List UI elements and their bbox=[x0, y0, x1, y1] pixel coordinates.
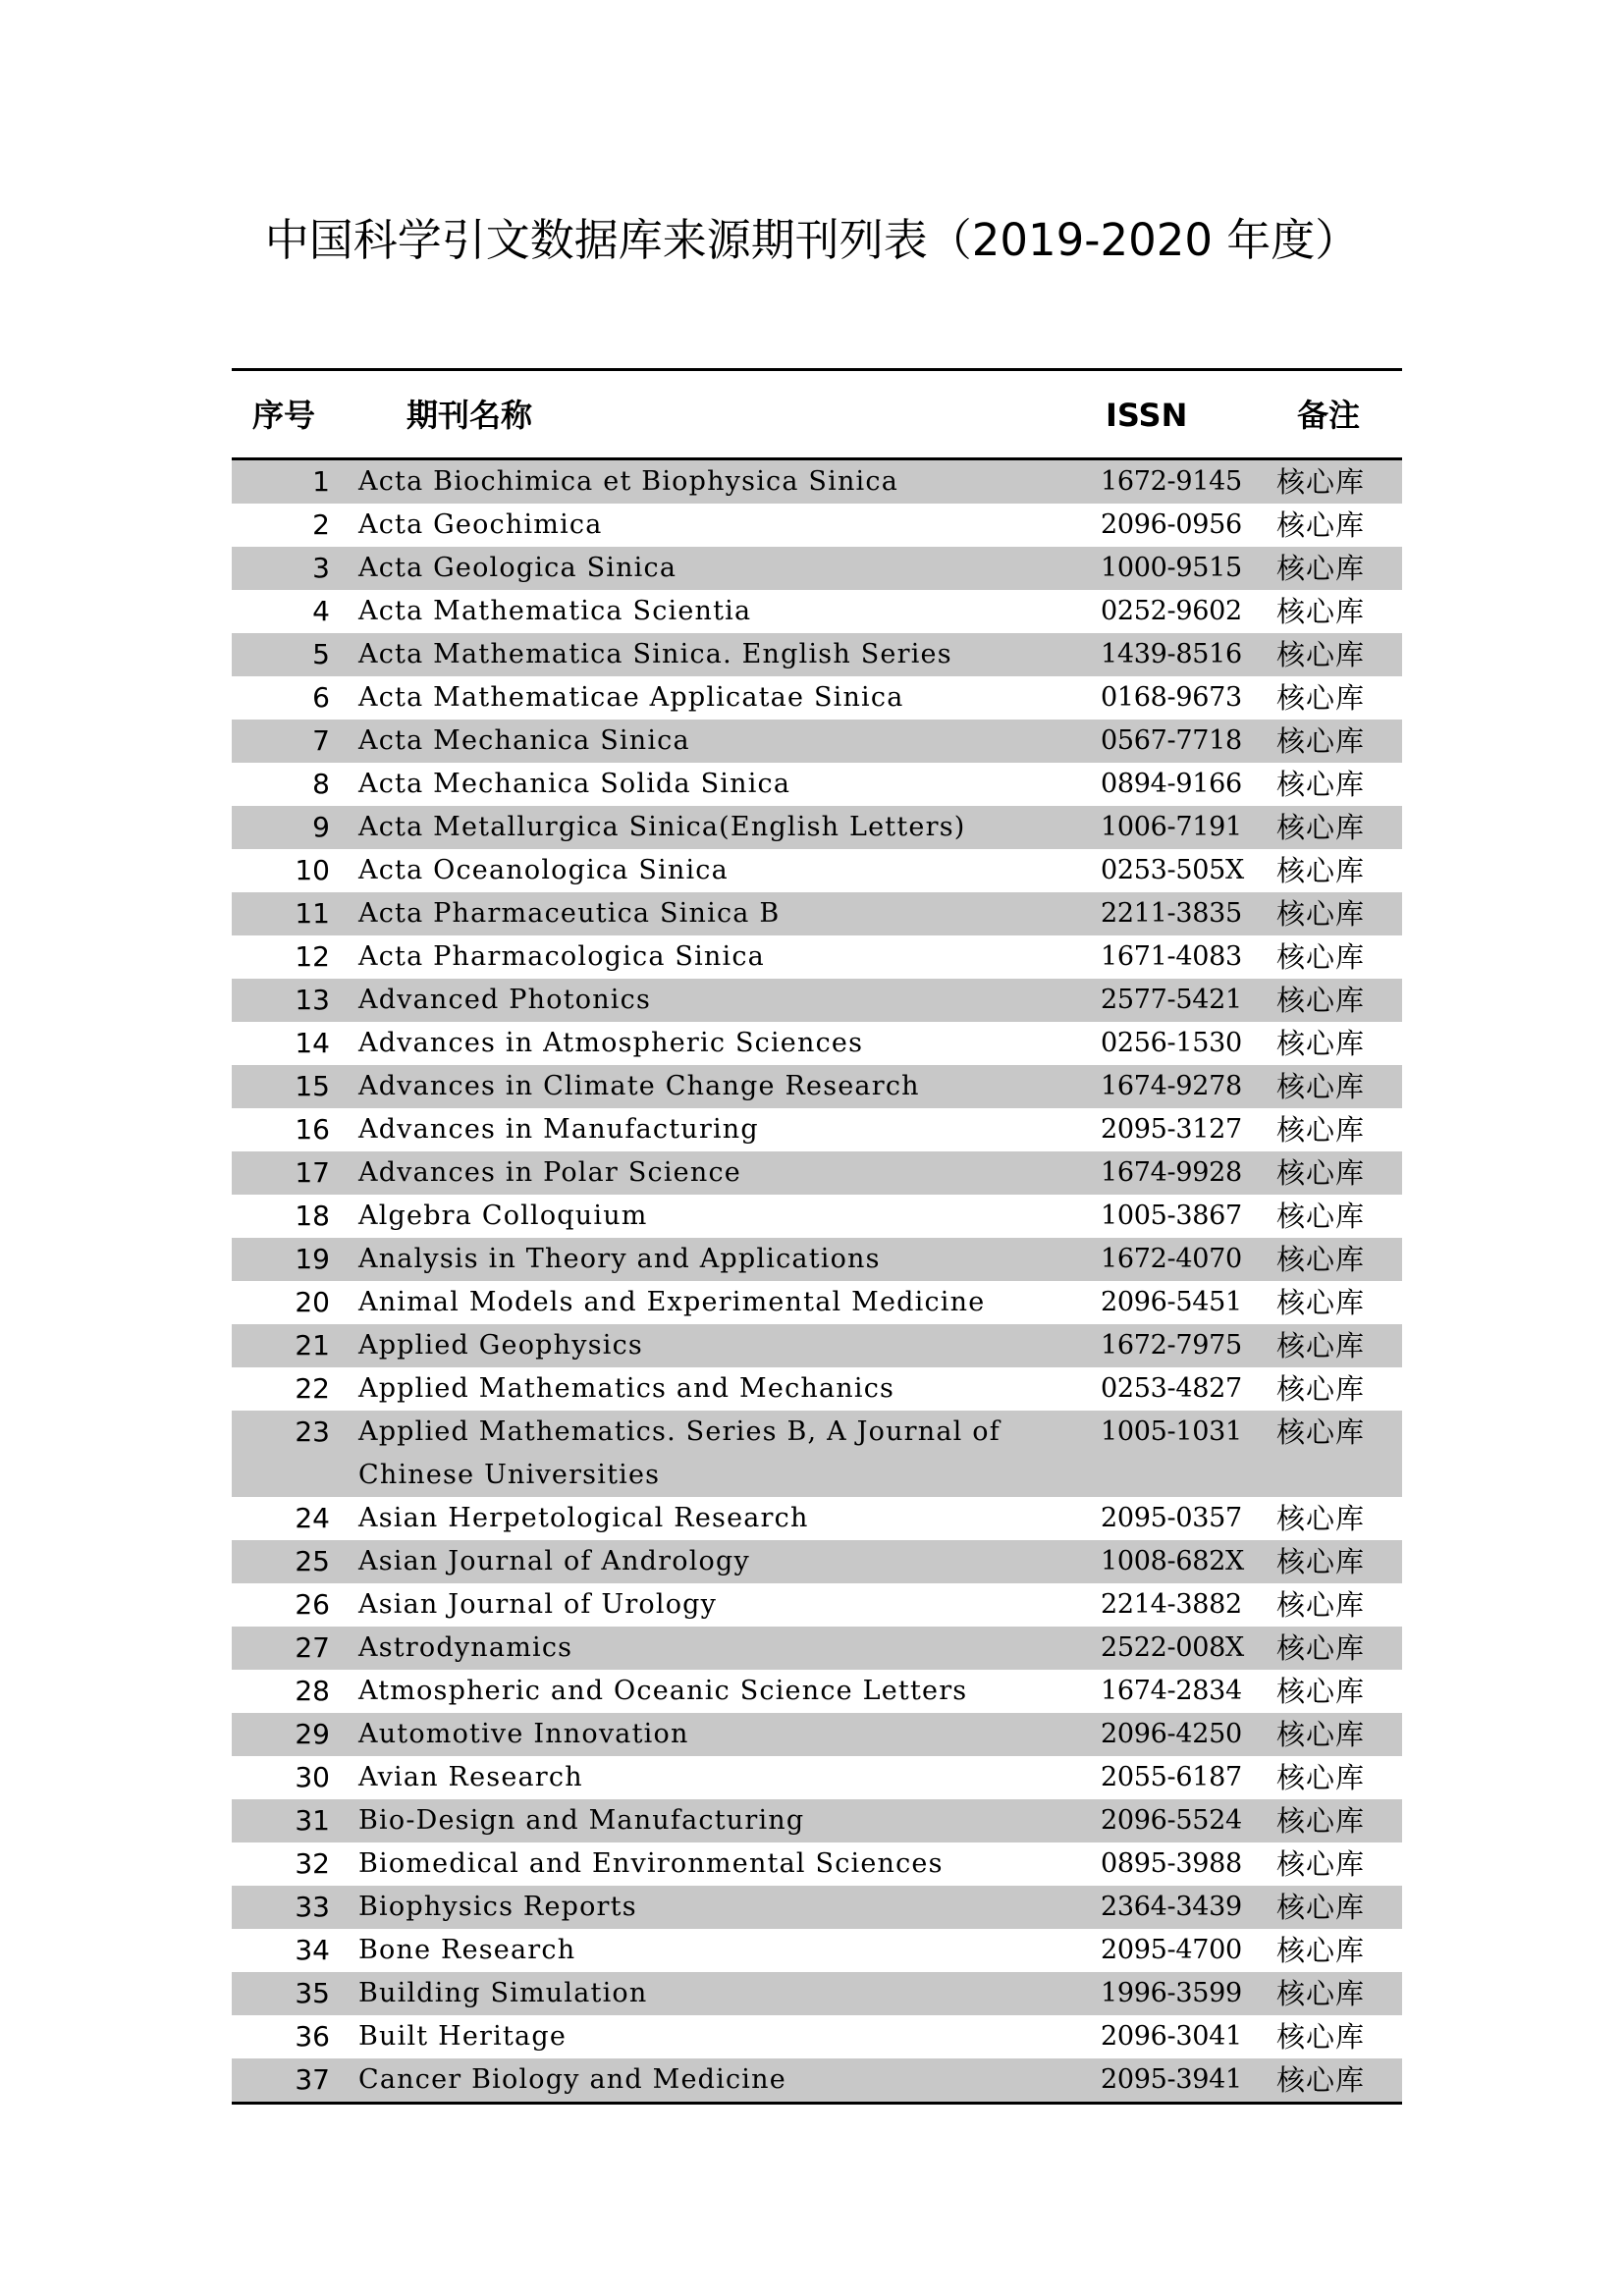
table-row bbox=[232, 1929, 1402, 1972]
table-row bbox=[232, 1756, 1402, 1799]
header-issn: ISSN bbox=[1106, 397, 1188, 434]
issn-cell: 2096-5524 bbox=[1101, 1805, 1242, 1836]
note-cell: 核心库 bbox=[1276, 1675, 1366, 1708]
journal-name: Automotive Innovation bbox=[358, 1719, 689, 1749]
table-row bbox=[232, 1238, 1402, 1281]
issn-cell: 1000-9515 bbox=[1101, 553, 1242, 583]
journal-name: Applied Mathematics and Mechanics bbox=[358, 1373, 895, 1404]
table-row bbox=[232, 504, 1402, 547]
row-number: 33 bbox=[295, 1891, 330, 1923]
note-cell: 核心库 bbox=[1276, 1113, 1366, 1147]
journal-name: Acta Mathematica Scientia bbox=[358, 596, 752, 626]
table-row bbox=[232, 1540, 1402, 1583]
row-number: 36 bbox=[295, 2020, 330, 2053]
journal-name: Acta Pharmaceutica Sinica B bbox=[358, 898, 781, 929]
note-cell: 核心库 bbox=[1276, 768, 1366, 801]
note-cell: 核心库 bbox=[1276, 1027, 1366, 1060]
table-row bbox=[232, 1583, 1402, 1627]
issn-cell: 1674-9278 bbox=[1101, 1071, 1242, 1101]
table-row bbox=[232, 2058, 1402, 2102]
issn-cell: 0567-7718 bbox=[1101, 725, 1242, 756]
row-number: 25 bbox=[295, 1545, 330, 1577]
table-row bbox=[232, 720, 1402, 763]
issn-cell: 1674-2834 bbox=[1101, 1676, 1242, 1706]
journal-name: Algebra Colloquium bbox=[358, 1201, 648, 1231]
issn-cell: 0253-505X bbox=[1101, 855, 1244, 885]
row-number: 23 bbox=[295, 1415, 330, 1448]
table-row bbox=[232, 1022, 1402, 1065]
journal-name: Acta Biochimica et Biophysica Sinica bbox=[358, 466, 899, 497]
issn-cell: 1439-8516 bbox=[1101, 639, 1242, 669]
note-cell: 核心库 bbox=[1276, 1718, 1366, 1751]
journal-name: Bone Research bbox=[358, 1935, 576, 1965]
header-note: 备注 bbox=[1297, 397, 1361, 434]
row-number: 26 bbox=[295, 1588, 330, 1621]
journal-name: Advances in Manufacturing bbox=[358, 1114, 759, 1145]
row-number: 1 bbox=[312, 465, 330, 498]
row-number: 22 bbox=[295, 1372, 330, 1405]
table-row bbox=[232, 1799, 1402, 1842]
row-number: 6 bbox=[312, 681, 330, 714]
journal-name: Asian Journal of Andrology bbox=[358, 1546, 750, 1576]
issn-cell: 1005-1031 bbox=[1101, 1416, 1242, 1447]
note-cell: 核心库 bbox=[1276, 1329, 1366, 1362]
journal-name: Built Heritage bbox=[358, 2021, 568, 2052]
journal-name: Asian Journal of Urology bbox=[358, 1589, 718, 1620]
issn-cell: 0168-9673 bbox=[1101, 682, 1242, 713]
journal-name: Acta Mathematica Sinica. English Series bbox=[358, 639, 952, 669]
issn-cell: 2214-3882 bbox=[1101, 1589, 1242, 1620]
row-number: 37 bbox=[295, 2063, 330, 2096]
row-number: 5 bbox=[312, 638, 330, 670]
note-cell: 核心库 bbox=[1276, 984, 1366, 1017]
journal-name: Atmospheric and Oceanic Science Letters bbox=[358, 1676, 968, 1706]
note-cell: 核心库 bbox=[1276, 1070, 1366, 1103]
row-number: 24 bbox=[295, 1502, 330, 1534]
row-number: 16 bbox=[295, 1113, 330, 1146]
issn-cell: 2211-3835 bbox=[1101, 898, 1242, 929]
issn-cell: 1005-3867 bbox=[1101, 1201, 1242, 1231]
note-cell: 核心库 bbox=[1276, 638, 1366, 671]
table-row bbox=[232, 1497, 1402, 1540]
issn-cell: 2364-3439 bbox=[1101, 1892, 1242, 1922]
note-cell: 核心库 bbox=[1276, 552, 1366, 585]
row-number: 15 bbox=[295, 1070, 330, 1102]
journal-name: Acta Mathematicae Applicatae Sinica bbox=[358, 682, 904, 713]
issn-cell: 0256-1530 bbox=[1101, 1028, 1242, 1058]
note-cell: 核心库 bbox=[1276, 811, 1366, 844]
journal-name: Asian Herpetological Research bbox=[358, 1503, 809, 1533]
issn-cell: 0895-3988 bbox=[1101, 1848, 1242, 1879]
table-row bbox=[232, 2015, 1402, 2058]
note-cell: 核心库 bbox=[1276, 1847, 1366, 1881]
header-number: 序号 bbox=[252, 397, 316, 434]
row-number: 9 bbox=[312, 811, 330, 843]
table-row bbox=[232, 460, 1402, 504]
note-cell: 核心库 bbox=[1276, 508, 1366, 542]
note-cell: 核心库 bbox=[1276, 595, 1366, 628]
row-number: 2 bbox=[312, 508, 330, 541]
note-cell: 核心库 bbox=[1276, 681, 1366, 715]
page-title: 中国科学引文数据库来源期刊列表（2019-2020 年度） bbox=[264, 214, 1360, 266]
issn-cell: 2095-3941 bbox=[1101, 2064, 1242, 2095]
row-number: 20 bbox=[295, 1286, 330, 1318]
journal-name: Advances in Polar Science bbox=[358, 1157, 741, 1188]
issn-cell: 1672-7975 bbox=[1101, 1330, 1242, 1361]
table-row bbox=[232, 633, 1402, 676]
table-body bbox=[232, 460, 1402, 2102]
row-number: 12 bbox=[295, 940, 330, 973]
table-row bbox=[232, 1411, 1402, 1497]
row-number: 3 bbox=[312, 552, 330, 584]
issn-cell: 2096-5451 bbox=[1101, 1287, 1242, 1317]
table-row bbox=[232, 1151, 1402, 1195]
table-row bbox=[232, 1627, 1402, 1670]
note-cell: 核心库 bbox=[1276, 2020, 1366, 2054]
row-number: 13 bbox=[295, 984, 330, 1016]
issn-cell: 1674-9928 bbox=[1101, 1157, 1242, 1188]
issn-cell: 1672-4070 bbox=[1101, 1244, 1242, 1274]
issn-cell: 1006-7191 bbox=[1101, 812, 1242, 842]
note-cell: 核心库 bbox=[1276, 1502, 1366, 1535]
note-cell: 核心库 bbox=[1276, 1156, 1366, 1190]
journal-name: Cancer Biology and Medicine bbox=[358, 2064, 786, 2095]
note-cell: 核心库 bbox=[1276, 1372, 1366, 1406]
table-row bbox=[232, 763, 1402, 806]
row-number: 7 bbox=[312, 724, 330, 757]
table-row bbox=[232, 1108, 1402, 1151]
table-row bbox=[232, 1842, 1402, 1886]
journal-name: Advances in Climate Change Research bbox=[358, 1071, 920, 1101]
issn-cell: 0253-4827 bbox=[1101, 1373, 1242, 1404]
issn-cell: 2055-6187 bbox=[1101, 1762, 1242, 1792]
row-number: 14 bbox=[295, 1027, 330, 1059]
journal-name: Acta Geologica Sinica bbox=[358, 553, 677, 583]
table-row bbox=[232, 1886, 1402, 1929]
table-row bbox=[232, 1670, 1402, 1713]
row-number: 10 bbox=[295, 854, 330, 886]
table-row bbox=[232, 892, 1402, 935]
issn-cell: 2096-0956 bbox=[1101, 509, 1242, 540]
table-row bbox=[232, 849, 1402, 892]
note-cell: 核心库 bbox=[1276, 940, 1366, 974]
journal-name: Astrodynamics bbox=[358, 1632, 573, 1663]
note-cell: 核心库 bbox=[1276, 2063, 1366, 2097]
journal-name: Animal Models and Experimental Medicine bbox=[358, 1287, 986, 1317]
journal-name: Avian Research bbox=[358, 1762, 583, 1792]
table-row bbox=[232, 1281, 1402, 1324]
table-row bbox=[232, 1972, 1402, 2015]
journal-name: Acta Mechanica Sinica bbox=[358, 725, 690, 756]
journal-name: Building Simulation bbox=[358, 1978, 648, 2008]
row-number: 8 bbox=[312, 768, 330, 800]
issn-cell: 2095-4700 bbox=[1101, 1935, 1242, 1965]
note-cell: 核心库 bbox=[1276, 1243, 1366, 1276]
journal-name: Acta Metallurgica Sinica(English Letters) bbox=[358, 812, 966, 842]
issn-cell: 2096-4250 bbox=[1101, 1719, 1242, 1749]
note-cell: 核心库 bbox=[1276, 1200, 1366, 1233]
row-number: 32 bbox=[295, 1847, 330, 1880]
table-row bbox=[232, 806, 1402, 849]
journal-name: Advanced Photonics bbox=[358, 985, 652, 1015]
note-cell: 核心库 bbox=[1276, 1977, 1366, 2010]
row-number: 19 bbox=[295, 1243, 330, 1275]
journal-name: Applied Geophysics bbox=[358, 1330, 643, 1361]
table-row bbox=[232, 1713, 1402, 1756]
issn-cell: 1672-9145 bbox=[1101, 466, 1242, 497]
note-cell: 核心库 bbox=[1276, 1891, 1366, 1924]
header-journal-name: 期刊名称 bbox=[406, 397, 533, 434]
note-cell: 核心库 bbox=[1276, 724, 1366, 758]
issn-cell: 0252-9602 bbox=[1101, 596, 1242, 626]
note-cell: 核心库 bbox=[1276, 897, 1366, 931]
note-cell: 核心库 bbox=[1276, 1415, 1366, 1449]
table-row bbox=[232, 979, 1402, 1022]
note-cell: 核心库 bbox=[1276, 854, 1366, 887]
issn-cell: 2095-3127 bbox=[1101, 1114, 1242, 1145]
row-number: 34 bbox=[295, 1934, 330, 1966]
journal-name: Acta Pharmacologica Sinica bbox=[358, 941, 765, 972]
row-number: 18 bbox=[295, 1200, 330, 1232]
row-number: 17 bbox=[295, 1156, 330, 1189]
issn-cell: 2095-0357 bbox=[1101, 1503, 1242, 1533]
issn-cell: 1996-3599 bbox=[1101, 1978, 1242, 2008]
journal-name: Analysis in Theory and Applications bbox=[358, 1244, 881, 1274]
note-cell: 核心库 bbox=[1276, 1588, 1366, 1622]
journal-table bbox=[232, 368, 1402, 2105]
journal-name: Advances in Atmospheric Sciences bbox=[358, 1028, 864, 1058]
row-number: 4 bbox=[312, 595, 330, 627]
journal-name: Applied Mathematics. Series B, A Journal of Chinese Universities bbox=[358, 1416, 1001, 1490]
note-cell: 核心库 bbox=[1276, 1934, 1366, 1967]
note-cell: 核心库 bbox=[1276, 1286, 1366, 1319]
table-row bbox=[232, 590, 1402, 633]
journal-name: Acta Geochimica bbox=[358, 509, 603, 540]
row-number: 27 bbox=[295, 1631, 330, 1664]
note-cell: 核心库 bbox=[1276, 1545, 1366, 1578]
row-number: 31 bbox=[295, 1804, 330, 1837]
issn-cell: 0894-9166 bbox=[1101, 769, 1242, 799]
issn-cell: 2096-3041 bbox=[1101, 2021, 1242, 2052]
journal-name: Biomedical and Environmental Sciences bbox=[358, 1848, 944, 1879]
row-number: 29 bbox=[295, 1718, 330, 1750]
table-row bbox=[232, 1195, 1402, 1238]
note-cell: 核心库 bbox=[1276, 1761, 1366, 1794]
table-row bbox=[232, 1065, 1402, 1108]
note-cell: 核心库 bbox=[1276, 1804, 1366, 1838]
issn-cell: 2522-008X bbox=[1101, 1632, 1244, 1663]
row-number: 11 bbox=[295, 897, 330, 930]
row-number: 35 bbox=[295, 1977, 330, 2009]
table-row bbox=[232, 1324, 1402, 1367]
table-row bbox=[232, 1367, 1402, 1411]
row-number: 30 bbox=[295, 1761, 330, 1793]
issn-cell: 2577-5421 bbox=[1101, 985, 1242, 1015]
issn-cell: 1671-4083 bbox=[1101, 941, 1242, 972]
table-row bbox=[232, 676, 1402, 720]
note-cell: 核心库 bbox=[1276, 465, 1366, 499]
table-row bbox=[232, 935, 1402, 979]
journal-name: Acta Oceanologica Sinica bbox=[358, 855, 729, 885]
journal-name: Biophysics Reports bbox=[358, 1892, 637, 1922]
row-number: 28 bbox=[295, 1675, 330, 1707]
journal-name: Bio-Design and Manufacturing bbox=[358, 1805, 805, 1836]
note-cell: 核心库 bbox=[1276, 1631, 1366, 1665]
issn-cell: 1008-682X bbox=[1101, 1546, 1244, 1576]
row-number: 21 bbox=[295, 1329, 330, 1362]
journal-name: Acta Mechanica Solida Sinica bbox=[358, 769, 791, 799]
table-header bbox=[232, 371, 1402, 460]
table-row bbox=[232, 547, 1402, 590]
